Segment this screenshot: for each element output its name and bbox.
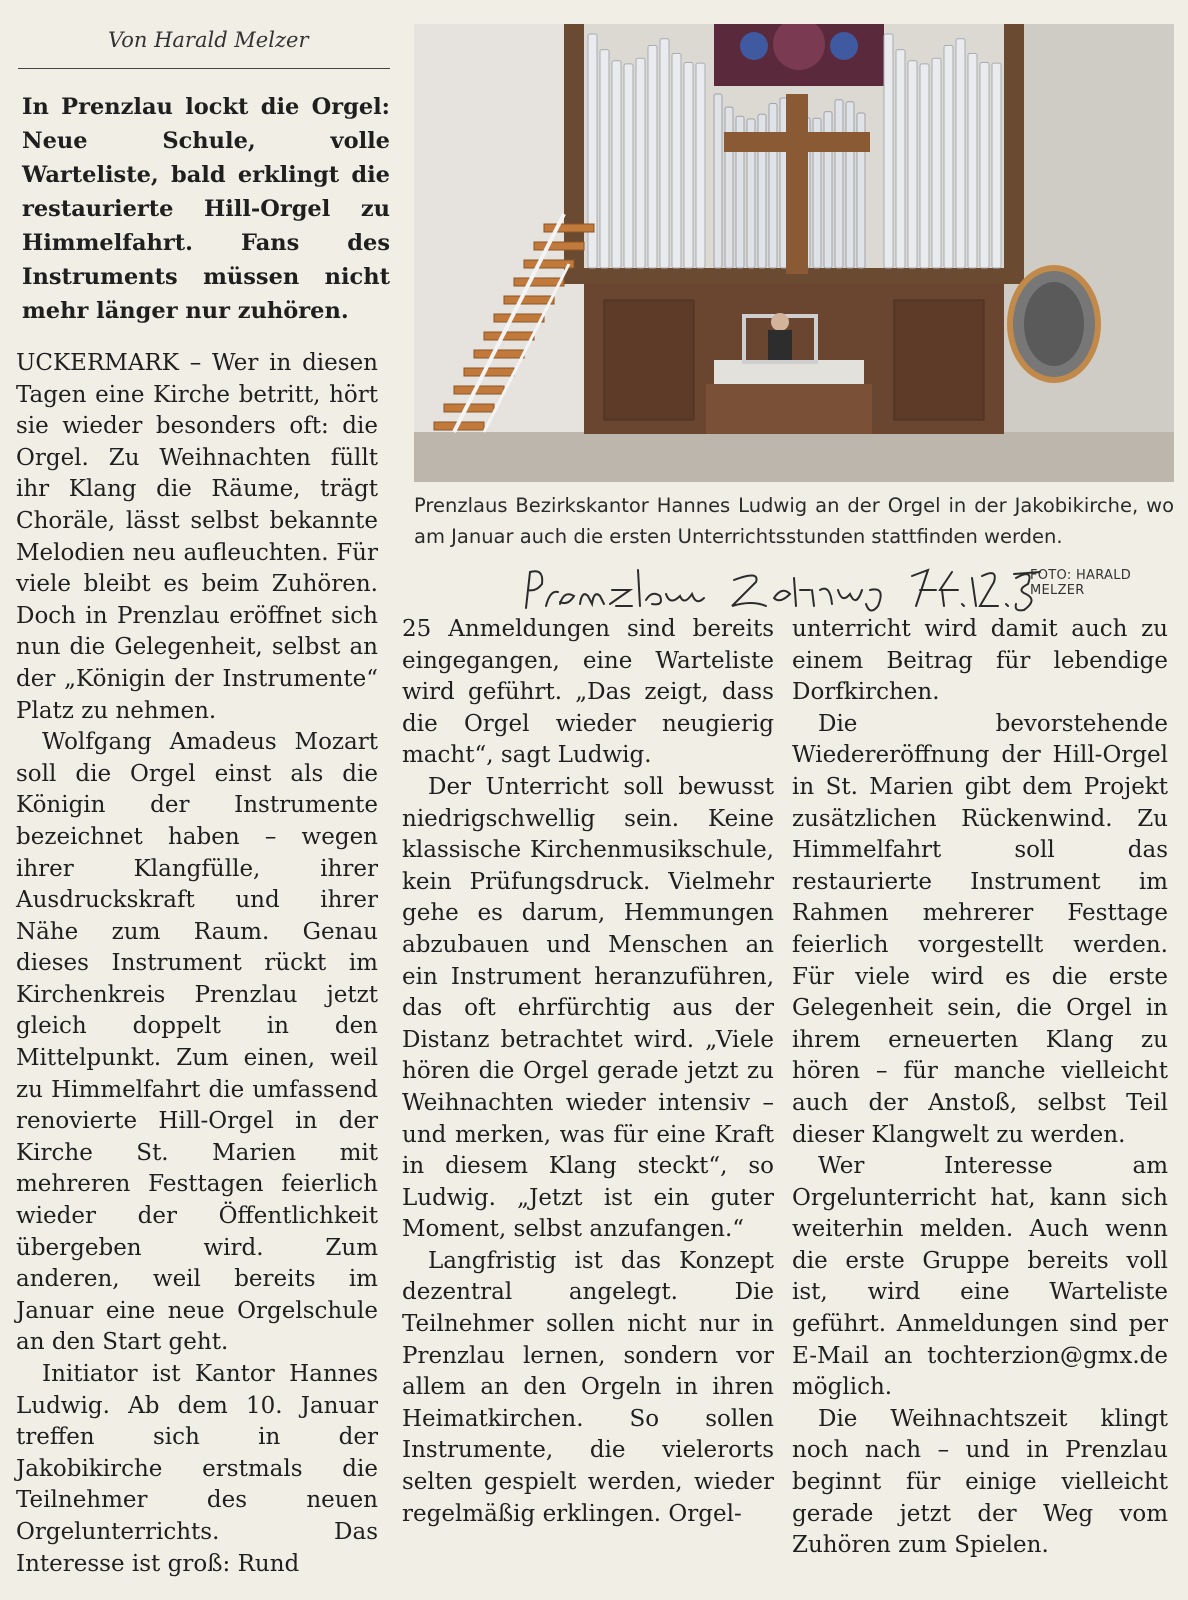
photo-caption: Prenzlaus Bezirkskantor Hannes Ludwig an der Orgel in der Jakobikirche, wo am Januar auch die ersten Unterrichtsstunden stattfinden werden. xyxy=(414,494,1174,548)
stair-step xyxy=(544,224,594,232)
organ-pipe xyxy=(920,64,929,268)
organ-pipe xyxy=(696,63,705,268)
organ-pipe xyxy=(992,63,1001,268)
organ-pipe xyxy=(932,58,941,268)
organ-pipe xyxy=(968,54,977,268)
organ-pipe xyxy=(684,63,693,268)
paragraph: 25 Anmeldungen sind bereits eingegangen, eine Warteliste wird geführt. „Das zeigt, dass die Orgel wieder neugierig macht“, sagt Ludwig. xyxy=(402,616,774,769)
organ-pipe xyxy=(835,100,843,268)
article-lead: In Prenzlau lockt die Orgel: Neue Schule, volle Warteliste, bald erklingt die restaurierte Hill-Orgel zu Himmelfahrt. Fans des Instruments müssen nicht mehr länger nur zuhören. xyxy=(22,94,390,324)
paragraph: Langfristig ist das Konzept dezentral angelegt. Die Teilnehmer sollen nicht nur in Prenzlau lernen, sondern vor allem an den Orgeln in ihren Heimatkirchen. So sollen Instrumente, die vielerorts selten gespielt werden, wieder regelmäßig erklingen. Orgel- xyxy=(402,1247,774,1527)
stair-step xyxy=(534,242,584,250)
photo-credit: FOTO: HARALD MELZER xyxy=(1030,568,1132,598)
handwritten-annotation xyxy=(520,560,1060,620)
paragraph: Initiator ist Kantor Hannes Ludwig. Ab dem 10. Januar treffen sich in der Jakobikirche erstmals die Teilnehmer des neuen Orgelunterrichts. Das Interesse ist groß: Rund xyxy=(16,1361,378,1577)
stair-step xyxy=(504,296,554,304)
organ-pipe xyxy=(636,58,645,268)
organ-pipe xyxy=(980,63,989,268)
stair-step xyxy=(474,350,524,358)
organ-pipe xyxy=(884,34,893,268)
organ-pipe xyxy=(846,102,854,268)
organ-pipe xyxy=(660,39,669,268)
organ-photo xyxy=(414,24,1174,482)
organ-pipe xyxy=(672,54,681,268)
byline-divider xyxy=(18,68,390,69)
stair-step xyxy=(494,314,544,322)
column-right xyxy=(792,614,1168,1562)
byline: Von Harald Melzer xyxy=(108,28,309,52)
organ-pipe xyxy=(648,45,657,268)
organ-pipe xyxy=(769,104,777,268)
column-middle xyxy=(402,614,774,1530)
paragraph: Der Unterricht soll bewusst niedrigschwellig sein. Keine klassische Kirchenmusikschule, kein Prüfungsdruck. Vielmehr gehe es darum, Hemmungen abzubauen und Menschen an ein Instrument heranzuführen, das oft ehrfürchtig aus der Distanz betrachtet wird. „Viele hören die Orgel gerade jetzt zu Weihnachten wieder intensiv – und merken, was für eine Kraft in diesem Klang steckt“, so Ludwig. „Jetzt ist ein guter Moment, selbst anzufangen.“ xyxy=(402,773,774,1243)
paragraph: Die Weihnachtszeit klingt noch nach – und in Prenzlau beginnt für einige vielleicht gerade jetzt der Weg vom Zuhören zum Spielen. xyxy=(792,1405,1168,1559)
paragraph: Wer Interesse am Orgelunterricht hat, kann sich weiterhin melden. Auch wenn die erste Gruppe bereits voll ist, wird eine Warteliste geführt. Anmeldungen sind per E-Mail an tochterzion@gmx.de möglich. xyxy=(792,1153,1168,1401)
organ-pipe xyxy=(600,50,609,268)
organ-pipe xyxy=(896,50,905,268)
paragraph: UCKERMARK – Wer in diesen Tagen eine Kirche betritt, hört sie wieder besonders oft: die Orgel. Zu Weihnachten füllt ihr Klang die Räume, trägt Choräle, lässt selbst bekannte Melodien neu aufleuchten. Für viele bleibt es beim Zuhören. Doch in Prenzlau eröffnet sich nun die Gelegenheit, selbst an der „Königin der Instrumente“ Platz zu nehmen. xyxy=(16,350,378,724)
organ-pipe xyxy=(944,45,953,268)
organ-pipe xyxy=(624,64,633,268)
organ-pipe xyxy=(908,61,917,268)
organ-pipe xyxy=(714,94,722,268)
organ-pipe xyxy=(956,39,965,268)
paragraph: unterricht wird damit auch zu einem Beitrag für lebendige Dorfkirchen. xyxy=(792,616,1168,706)
stair-step xyxy=(484,332,534,340)
paragraph: Wolfgang Amadeus Mozart soll die Orgel einst als die Königin der Instrumente bezeichnet haben – wegen ihrer Klangfülle, ihrer Ausdruckskraft und ihrer Nähe zum Raum. Genau dieses Instrument rückt im Kirchenkreis Prenzlau jetzt gleich doppelt in den Mittelpunkt. Zum einen, weil zu Himmelfahrt die umfassend renovierte Hill-Orgel in der Kirche St. Marien mit mehreren Festtagen feierlich wieder der Öffentlichkeit übergeben wird. Zum anderen, weil bereits im Januar eine neue Orgelschule an den Start geht. xyxy=(16,729,378,1356)
stair-step xyxy=(454,386,504,394)
paragraph: Die bevorstehende Wiedereröffnung der Hill-Orgel in St. Marien gibt dem Projekt zusätzlichen Rückenwind. Zu Himmelfahrt soll das restaurierte Instrument im Rahmen mehrerer Festtage feierlich vorgestellt werden. Für viele wird es die erste Gelegenheit sein, die Orgel in ihrem erneuerten Klang zu hören – für manche vielleicht auch der Anstoß, selbst Teil dieser Klangwelt zu werden. xyxy=(792,710,1168,1148)
organ-pipe xyxy=(725,107,733,268)
organ-pipe xyxy=(588,34,597,268)
column-left xyxy=(16,348,378,1580)
stair-step xyxy=(464,368,514,376)
organ-pipe xyxy=(612,61,621,268)
stair-step xyxy=(514,278,564,286)
